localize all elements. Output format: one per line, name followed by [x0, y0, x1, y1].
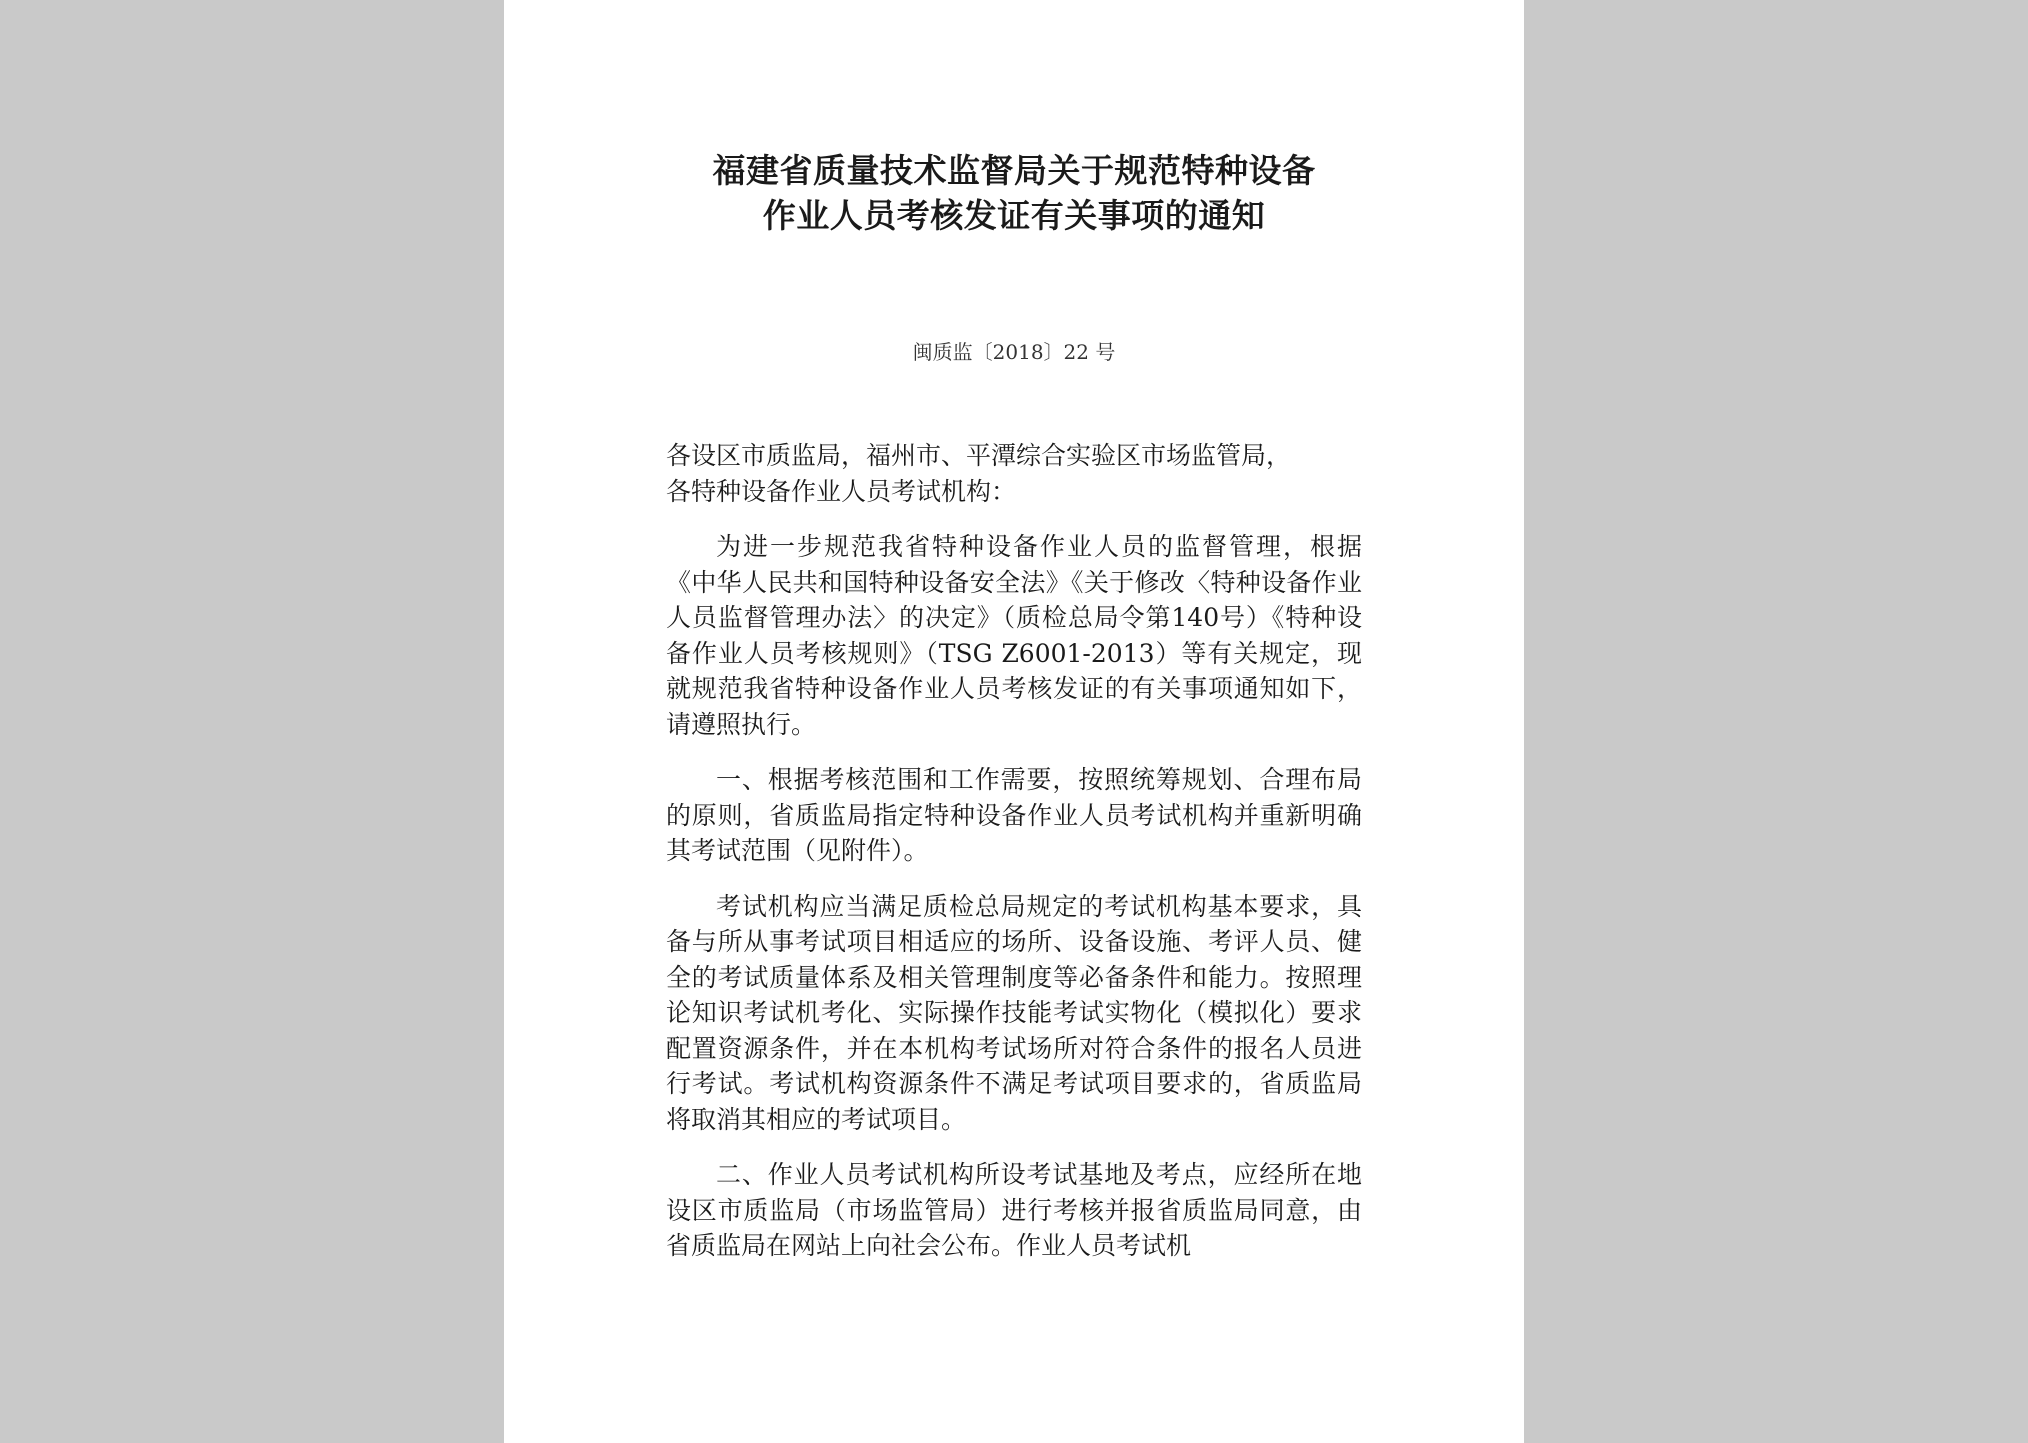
salutation — [666, 438, 1362, 509]
salutation-line-2: 各特种设备作业人员考试机构： — [666, 476, 1017, 506]
paragraph-exam-requirements: 考试机构应当满足质检总局规定的考试机构基本要求，具备与所从事考试项目相适应的场所、设备设施、考评人员、健全的考试质量体系及相关管理制度等必备条件和能力。按照理论知识考试机考化、实际操作技能考试实物化（模拟化）要求配置资源条件，并在本机构考试场所对符合条件的报名人员进行考试。考试机构资源条件不满足考试项目要求的，省质监局将取消其相应的考试项目。 — [666, 891, 1362, 1134]
document-page — [504, 0, 1524, 1443]
document-title — [666, 148, 1362, 238]
document-number: 闽质监〔2018〕22 号 — [912, 340, 1116, 364]
salutation-line-1: 各设区市质监局，福州市、平潭综合实验区市场监管局， — [666, 441, 1292, 470]
title-line-2: 作业人员考核发证有关事项的通知 — [762, 196, 1266, 235]
title-line-1: 福建省质量技术监督局关于规范特种设备 — [712, 151, 1316, 190]
paragraph-intro: 为进一步规范我省特种设备作业人员的监督管理，根据《中华人民共和国特种设备安全法》《关于修改〈特种设备作业人员监督管理办法〉的决定》（质检总局令第140号）《特种设备作业人员考核规则》（TSG Z6001-2013）等有关规定，现就规范我省特种设备作业人员考核发证的有关事项通知如下，请遵照执行。 — [666, 532, 1362, 739]
paragraph-section-2: 二、作业人员考试机构所设考试基地及考点，应经所在地设区市质监局（市场监管局）进行考核并报省质监局同意，由省质监局在网站上向社会公布。作业人员考试机 — [666, 1160, 1362, 1260]
paragraph-section-1: 一、根据考核范围和工作需要，按照统筹规划、合理布局的原则，省质监局指定特种设备作业人员考试机构并重新明确其考试范围（见附件）。 — [666, 765, 1362, 865]
document-body — [666, 438, 1362, 1264]
